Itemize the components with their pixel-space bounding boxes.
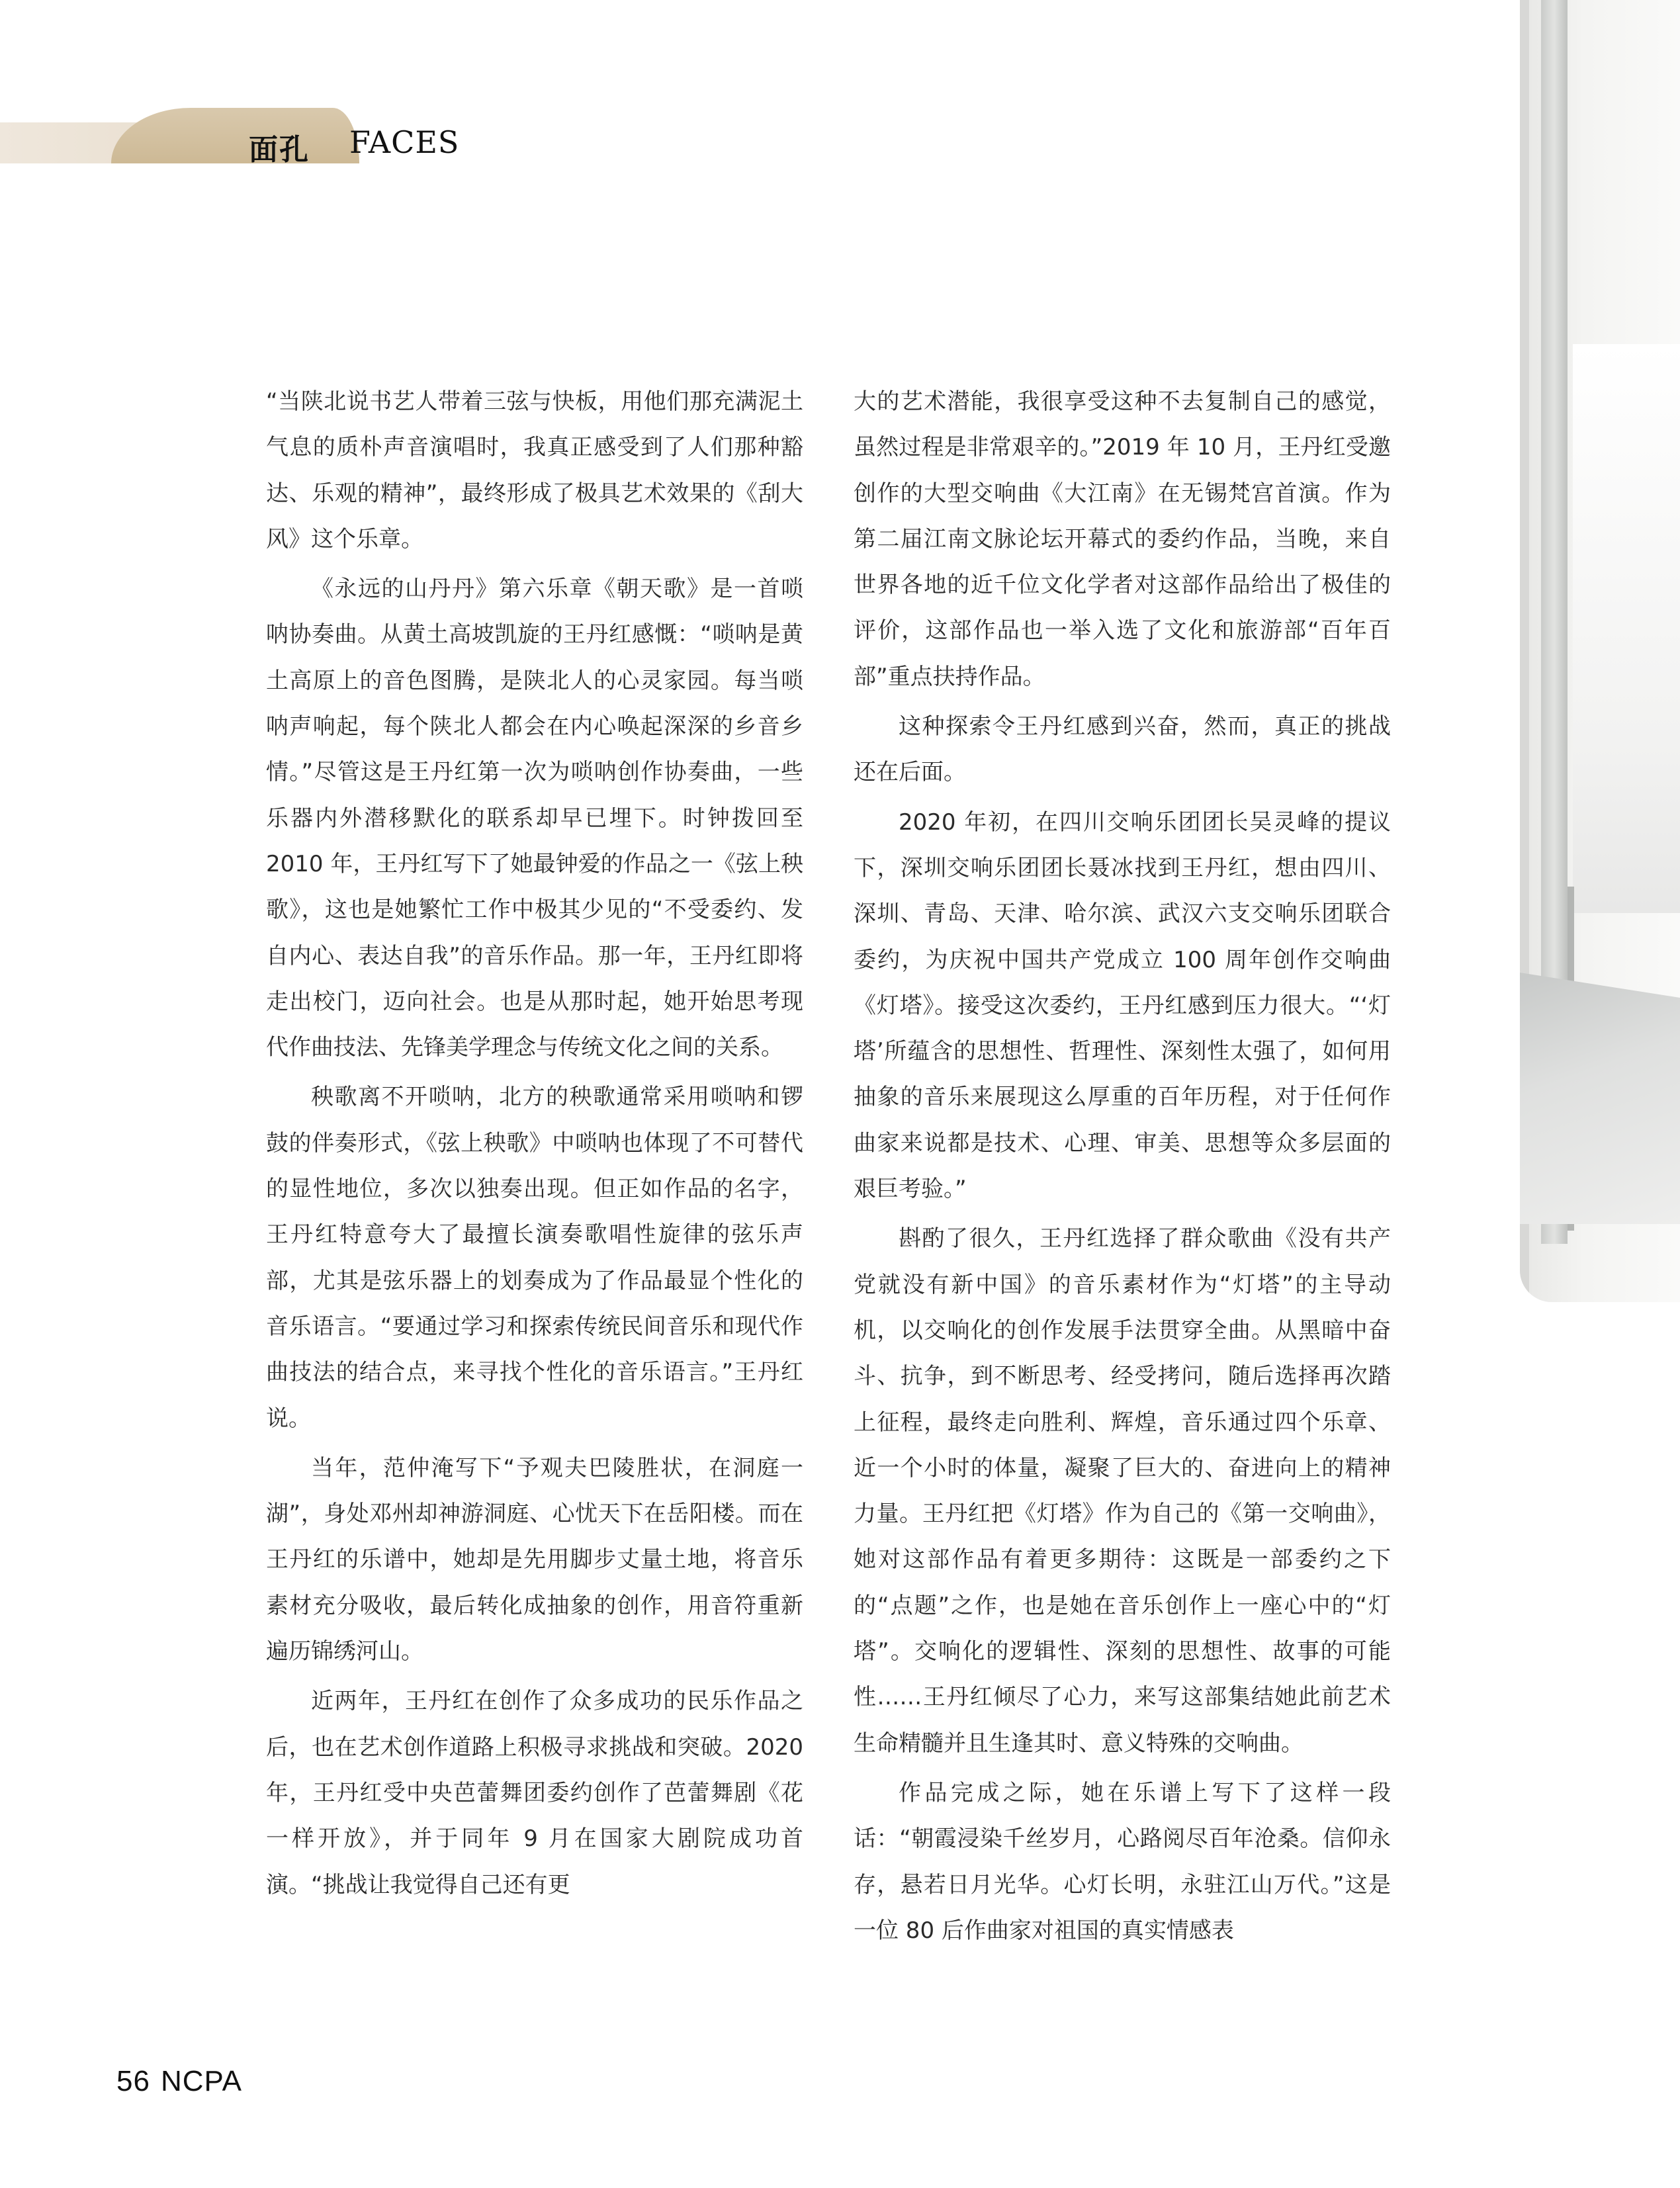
paragraph: 《永远的山丹丹》第六乐章《朝天歌》是一首唢呐协奏曲。从黄土高坡凯旋的王丹红感慨：“唢呐是黄土高原上的音色图腾，是陕北人的心灵家园。每当唢呐声响起，每个陕北人都会在内心唤起深深的乡音乡情。”尽管这是王丹红第一次为唢呐创作协奏曲，一些乐器内外潜移默化的联系却早已埋下。时钟拨回至 2010 年，王丹红写下了她最钟爱的作品之一《弦上秧歌》，这也是她繁忙工作中极其少见的“不受委约、发自内心、表达自我”的音乐作品。那一年，王丹红即将走出校门，迈向社会。也是从那时起，她开始思考现代作曲技法、先锋美学理念与传统文化之间的关系。: [266, 576, 803, 1061]
header-tab: [111, 108, 359, 163]
section-title-cn: 面孔: [249, 133, 310, 167]
magazine-name: NCPA: [160, 2065, 242, 2097]
section-title-en: FACES: [349, 124, 460, 160]
paragraph: “当陕北说书艺人带着三弦与快板，用他们那充满泥土气息的质朴声音演唱时，我真正感受到了人们那种豁达、乐观的精神”，最终形成了极具艺术效果的《刮大风》这个乐章。: [266, 388, 803, 552]
paragraph: 秧歌离不开唢呐，北方的秧歌通常采用唢呐和锣鼓的伴奏形式，《弦上秧歌》中唢呐也体现了不可替代的显性地位，多次以独奏出现。但正如作品的名字，王丹红特意夸大了最擅长演奏歌唱性旋律的弦乐声部，尤其是弦乐器上的划奏成为了作品最显个性化的音乐语言。“要通过学习和探索传统民间音乐和现代作曲技法的结合点，来寻找个性化的音乐语言。”王丹红说。: [266, 1084, 803, 1432]
text-column-left: [266, 379, 803, 1912]
window-sill: [1520, 973, 1680, 1224]
paragraph: 这种探索令王丹红感到兴奋，然而，真正的挑战还在后面。: [854, 713, 1391, 786]
paragraph: 作品完成之际，她在乐谱上写下了这样一段话：“朝霞浸染千丝岁月，心路阅尽百年沧桑。信仰永存，悬若日月光华。心灯长明，永驻江山万代。”这是一位 80 后作曲家对祖国的真实情感表: [854, 1779, 1391, 1944]
page-number: 56: [116, 2065, 150, 2097]
paragraph: 近两年，王丹红在创作了众多成功的民乐作品之后，也在艺术创作道路上积极寻求挑战和突破。2020 年，王丹红受中央芭蕾舞团委约创作了芭蕾舞剧《花一样开放》，并于同年 9 月在国家大剧院成功首演。“挑战让我觉得自己还有更: [266, 1688, 803, 1898]
text-column-right: [854, 379, 1391, 1958]
paragraph: 当年，范仲淹写下“予观夫巴陵胜状，在洞庭一湖”，身处邓州却神游洞庭、心忧天下在岳阳楼。而在王丹红的乐谱中，她却是先用脚步丈量土地，将音乐素材充分吸收，最后转化成抽象的创作，用音符重新遍历锦绣河山。: [266, 1454, 803, 1665]
photo-strip: [1520, 0, 1680, 1302]
paragraph: 斟酌了很久，王丹红选择了群众歌曲《没有共产党就没有新中国》的音乐素材作为“灯塔”的主导动机，以交响化的创作发展手法贯穿全曲。从黑暗中奋斗、抗争，到不断思考、经受拷问，随后选择再次踏上征程，最终走向胜利、辉煌，音乐通过四个乐章、近一个小时的体量，凝聚了巨大的、奋进向上的精神力量。王丹红把《灯塔》作为自己的《第一交响曲》，她对这部作品有着更多期待：这既是一部委约之下的“点题”之作，也是她在音乐创作上一座心中的“灯塔”。交响化的逻辑性、深刻的思想性、故事的可能性……王丹红倾尽了心力，来写这部集结她此前艺术生命精髓并且生逢其时、意义特殊的交响曲。: [854, 1225, 1391, 1757]
window-pane: [1573, 344, 1680, 913]
page-footer: [116, 2065, 242, 2098]
paragraph: 大的艺术潜能，我很享受这种不去复制自己的感觉，虽然过程是非常艰辛的。”2019 年 10 月，王丹红受邀创作的大型交响曲《大江南》在无锡梵宫首演。作为第二届江南文脉论坛开幕式的委约作品，当晚，来自世界各地的近千位文化学者对这部作品给出了极佳的评价，这部作品也一举入选了文化和旅游部“百年百部”重点扶持作品。: [854, 388, 1391, 690]
paragraph: 2020 年初，在四川交响乐团团长吴灵峰的提议下，深圳交响乐团团长聂冰找到王丹红，想由四川、深圳、青岛、天津、哈尔滨、武汉六支交响乐团联合委约，为庆祝中国共产党成立 100 周年创作交响曲《灯塔》。接受这次委约，王丹红感到压力很大。“‘灯塔’所蕴含的思想性、哲理性、深刻性太强了，如何用抽象的音乐来展现这么厚重的百年历程，对于任何作曲家来说都是技术、心理、审美、思想等众多层面的艰巨考验。”: [854, 809, 1391, 1203]
